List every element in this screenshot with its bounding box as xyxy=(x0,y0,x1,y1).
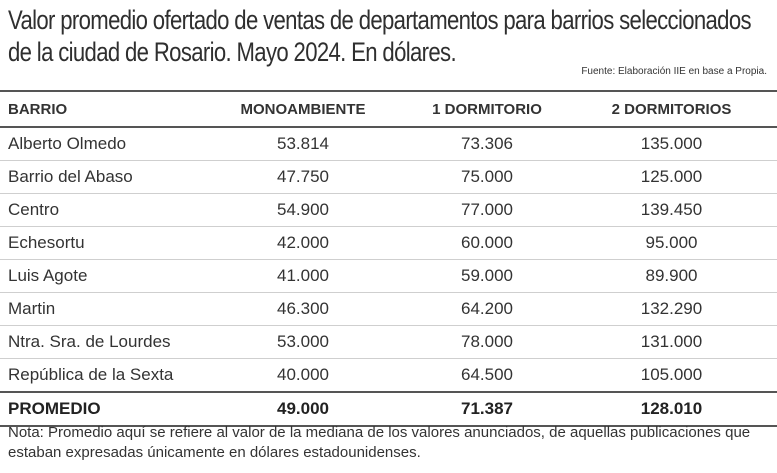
cell-monoambiente: 54.900 xyxy=(277,200,329,219)
cell-2-dormitorios: 105.000 xyxy=(640,365,703,384)
cell-1-dormitorio: 64.500 xyxy=(461,365,513,384)
header-1-dormitorio: 1 DORMITORIO xyxy=(432,100,542,118)
cell-1-dormitorio: 73.306 xyxy=(461,134,513,153)
table-row xyxy=(0,128,777,161)
cell-1-dormitorio: 59.000 xyxy=(461,266,513,285)
cell-monoambiente: 53.000 xyxy=(277,332,329,351)
cell-barrio: Martin xyxy=(8,299,56,318)
cell-barrio: República de la Sexta xyxy=(8,365,174,384)
cell-1-dormitorio: 77.000 xyxy=(461,200,513,219)
cell-monoambiente: 40.000 xyxy=(277,365,329,384)
table-row xyxy=(0,227,777,260)
table-row xyxy=(0,260,777,293)
cell-barrio: Barrio del Abaso xyxy=(8,167,133,186)
table-row xyxy=(0,326,777,359)
cell-monoambiente: 47.750 xyxy=(277,167,329,186)
average-row xyxy=(0,391,777,427)
cell-barrio: Centro xyxy=(8,200,60,219)
cell-monoambiente: 53.814 xyxy=(277,134,329,153)
table-row xyxy=(0,293,777,326)
average-monoambiente: 49.000 xyxy=(277,399,329,418)
cell-2-dormitorios: 139.450 xyxy=(640,200,703,219)
table-row xyxy=(0,359,777,391)
cell-1-dormitorio: 78.000 xyxy=(461,332,513,351)
cell-1-dormitorio: 75.000 xyxy=(461,167,513,186)
cell-2-dormitorios: 131.000 xyxy=(640,332,703,351)
cell-2-dormitorios: 89.900 xyxy=(645,266,698,285)
cell-2-dormitorios: 132.290 xyxy=(640,299,703,318)
table-row xyxy=(0,161,777,194)
cell-2-dormitorios: 125.000 xyxy=(640,167,703,186)
table-header-row xyxy=(0,90,777,128)
cell-2-dormitorios: 135.000 xyxy=(640,134,703,153)
table-row xyxy=(0,194,777,227)
cell-2-dormitorios: 95.000 xyxy=(645,233,698,252)
title-line-2: de la ciudad de Rosario. Mayo 2024. En dólares. xyxy=(8,37,456,67)
cell-monoambiente: 46.300 xyxy=(277,299,329,318)
cell-barrio: Luis Agote xyxy=(8,266,88,285)
header-2-dormitorios: 2 DORMITORIOS xyxy=(611,100,732,118)
cell-1-dormitorio: 64.200 xyxy=(461,299,513,318)
title-line-1: Valor promedio ofertado de ventas de departamentos para barrios seleccionados xyxy=(8,5,751,35)
cell-barrio: Echesortu xyxy=(8,233,85,252)
average-2-dormitorios: 128.010 xyxy=(640,399,703,418)
cell-barrio: Alberto Olmedo xyxy=(8,134,127,153)
data-table xyxy=(0,90,777,427)
page-title xyxy=(8,4,751,68)
header-monoambiente: MONOAMBIENTE xyxy=(240,100,366,118)
source-note: Fuente: Elaboración IIE en base a Propia. xyxy=(581,66,767,77)
cell-barrio: Ntra. Sra. de Lourdes xyxy=(8,332,171,351)
footnote: Nota: Promedio aquí se refiere al valor de la mediana de los valores anunciados, de aquellas publicaciones que estaban expresadas únicamente en dólares estadounidenses. xyxy=(8,424,751,461)
header-barrio: BARRIO xyxy=(8,100,68,118)
average-1-dormitorio: 71.387 xyxy=(461,399,513,418)
average-label: PROMEDIO xyxy=(8,399,101,418)
cell-monoambiente: 42.000 xyxy=(277,233,329,252)
cell-monoambiente: 41.000 xyxy=(277,266,329,285)
cell-1-dormitorio: 60.000 xyxy=(461,233,513,252)
